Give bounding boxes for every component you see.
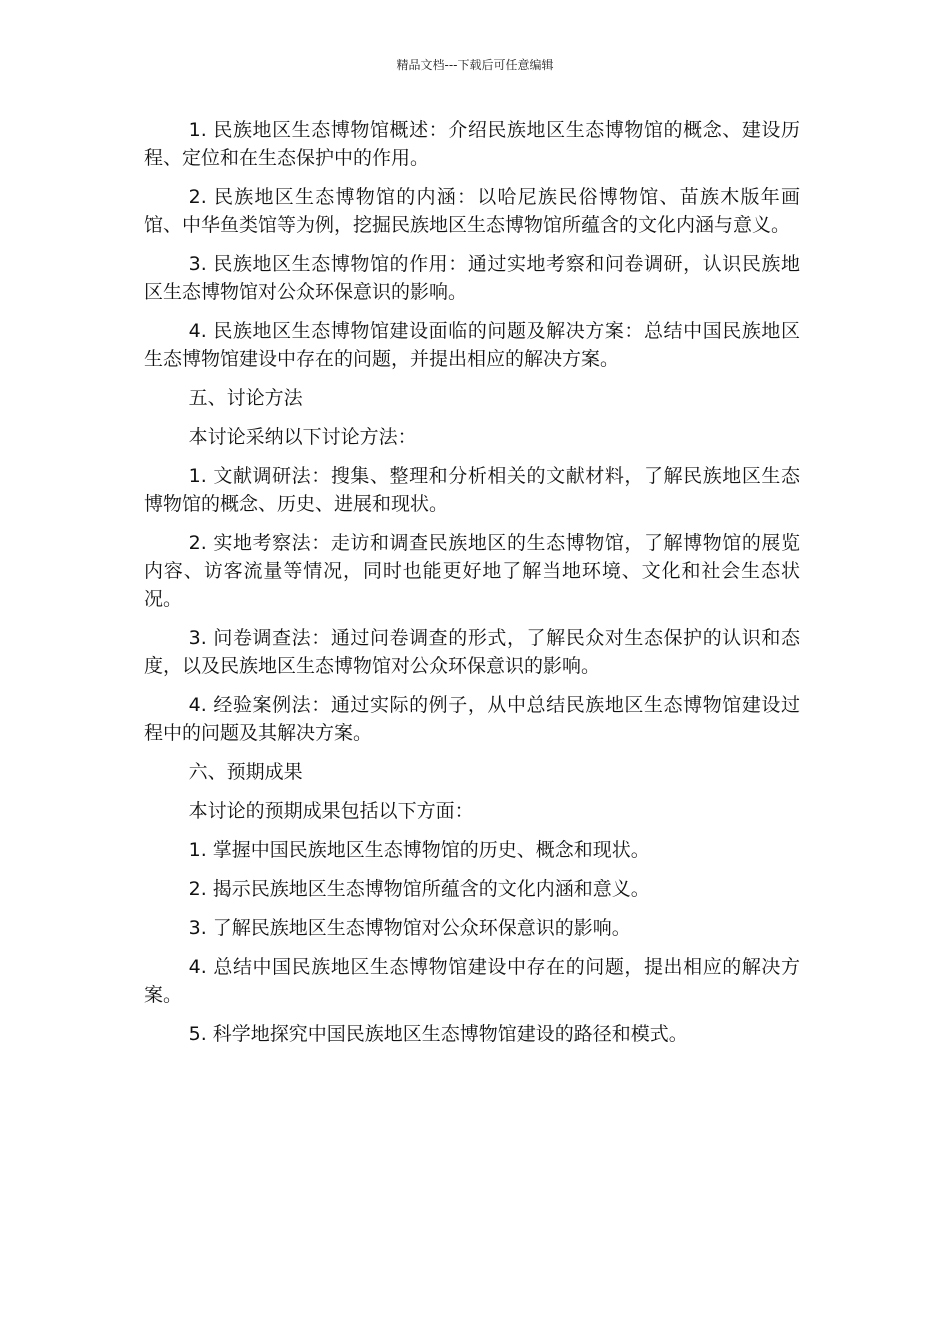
paragraph-methods-intro: 本讨论采纳以下讨论方法：	[188, 426, 417, 448]
page-header: 精品文档---下载后可任意编辑	[396, 58, 554, 72]
paragraph-function: 3. 民族地区生态博物馆的作用：通过实地考察和问卷调研，认识民族地区生态博物馆对公众环保意识的影响。	[144, 253, 800, 303]
paragraph-problems: 4. 民族地区生态博物馆建设面临的问题及解决方案：总结中国民族地区生态博物馆建设中存在的问题，并提出相应的解决方案。	[144, 320, 800, 370]
paragraph-outcome-2: 2. 揭示民族地区生态博物馆所蕴含的文化内涵和意义。	[188, 878, 650, 900]
paragraph-method-literature: 1. 文献调研法：搜集、整理和分析相关的文献材料，了解民族地区生态博物馆的概念、历史、进展和现状。	[144, 465, 800, 515]
document-body	[144, 116, 800, 1059]
paragraph-outcome-5: 5. 科学地探究中国民族地区生态博物馆建设的路径和模式。	[188, 1023, 688, 1045]
section-heading-methods: 五、讨论方法	[188, 387, 303, 409]
paragraph-method-fieldwork: 2. 实地考察法：走访和调查民族地区的生态博物馆，了解博物馆的展览内容、访客流量等情况，同时也能更好地了解当地环境、文化和社会生态状况。	[144, 532, 800, 610]
paragraph-method-case: 4. 经验案例法：通过实际的例子，从中总结民族地区生态博物馆建设过程中的问题及其解决方案。	[144, 694, 800, 744]
paragraph-overview: 1. 民族地区生态博物馆概述：介绍民族地区生态博物馆的概念、建设历程、定位和在生态保护中的作用。	[144, 119, 800, 169]
paragraph-outcome-4: 4. 总结中国民族地区生态博物馆建设中存在的问题，提出相应的解决方案。	[144, 956, 800, 1006]
section-heading-outcomes: 六、预期成果	[188, 761, 303, 783]
paragraph-outcome-1: 1. 掌握中国民族地区生态博物馆的历史、概念和现状。	[188, 839, 650, 861]
paragraph-outcome-3: 3. 了解民族地区生态博物馆对公众环保意识的影响。	[188, 917, 631, 939]
paragraph-outcomes-intro: 本讨论的预期成果包括以下方面：	[188, 800, 474, 822]
paragraph-connotation: 2. 民族地区生态博物馆的内涵：以哈尼族民俗博物馆、苗族木版年画馆、中华鱼类馆等为例，挖掘民族地区生态博物馆所蕴含的文化内涵与意义。	[144, 186, 800, 236]
paragraph-method-survey: 3. 问卷调查法：通过问卷调查的形式，了解民众对生态保护的认识和态度，以及民族地区生态博物馆对公众环保意识的影响。	[144, 627, 800, 677]
